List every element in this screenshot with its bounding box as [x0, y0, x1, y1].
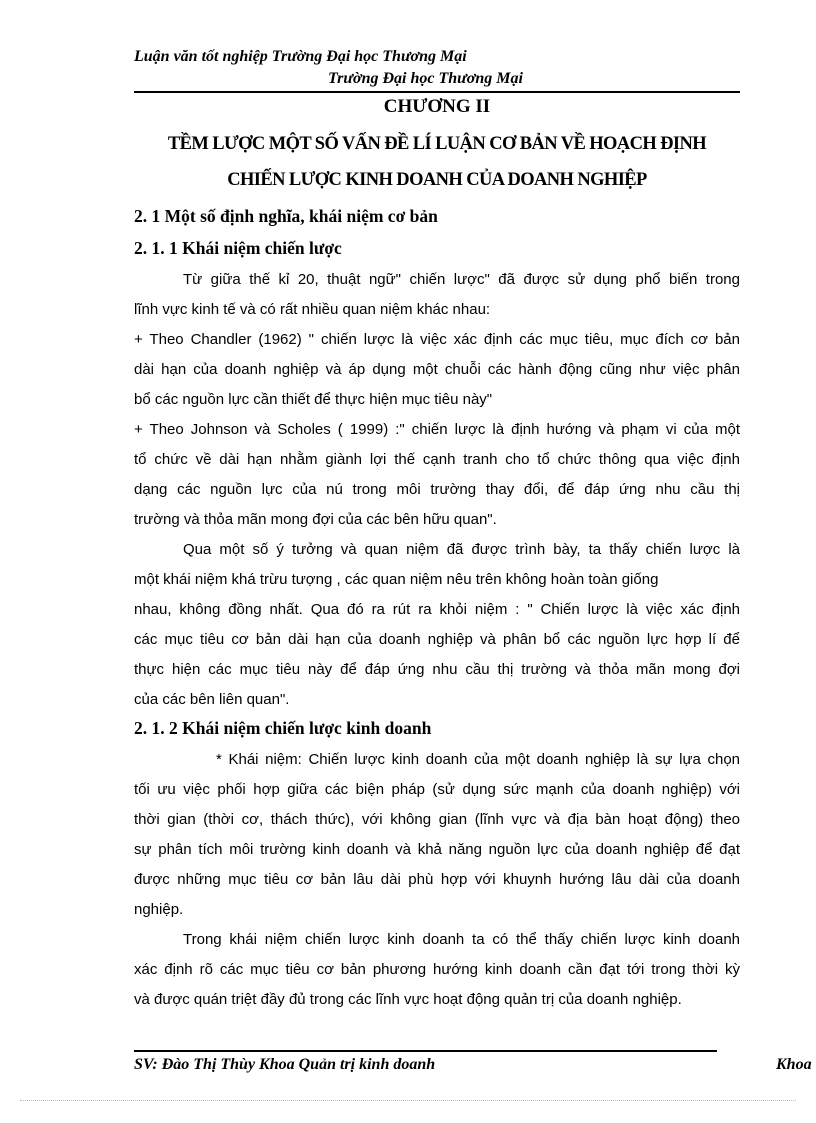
footer-faculty: Khoa [776, 1056, 812, 1073]
paragraph-line: Qua một số ý tưởng và quan niệm đã được trình bày, ta thấy chiến lược là [183, 541, 740, 558]
chapter-heading: CHƯƠNG II [383, 96, 491, 117]
paragraph-line: Trong khái niệm chiến lược kinh doanh ta có thể thấy chiến lược kinh doanh [183, 931, 740, 948]
paragraph-line: thời gian (thời cơ, thách thức), với không gian (lĩnh vực và địa bàn hoạt động) theo [134, 811, 740, 828]
paragraph-line: một khái niệm khá trừu tượng , các quan niệm nêu trên không hoàn toàn giống [134, 571, 659, 588]
paragraph-line: được những mục tiêu cơ bản lâu dài phù hợp với khuynh hướng lâu dài của doanh [134, 871, 740, 888]
paragraph-line: bổ các nguồn lực cần thiết để thực hiện mục tiêu này" [134, 391, 493, 408]
paragraph-line: và được quán triệt đầy đủ trong các lĩnh vực hoạt động quản trị của doanh nghiệp. [134, 991, 682, 1008]
running-header-school: Trường Đại học Thương Mại [328, 70, 523, 87]
paragraph-line: các mục tiêu cơ bản dài hạn của doanh nghiệp và phân bổ các nguồn lực hợp lí để [134, 631, 740, 648]
header-rule [134, 91, 740, 93]
paragraph-line: thực hiện các mục tiêu này để đáp ứng nhu cầu thị trường và thỏa mãn mong đợi [134, 661, 740, 678]
page-bottom-dotted-rule [20, 1100, 796, 1101]
paragraph-line: dài hạn của doanh nghiệp và áp dụng một chuỗi các hành động cũng như việc phân [134, 361, 740, 378]
footer-rule [134, 1050, 717, 1052]
section-heading-2-1: 2. 1 Một số định nghĩa, khái niệm cơ bản [134, 206, 438, 226]
paragraph-line: dạng các nguồn lực của nú trong môi trường thay đổi, để đáp ứng nhu cầu thị [134, 481, 740, 498]
footer-student: SV: Đào Thị Thùy Khoa Quản trị kinh doanh [134, 1056, 436, 1073]
paragraph-line: nghiệp. [134, 901, 184, 918]
running-header-title: Luận văn tốt nghiệp Trường Đại học Thương Mại [134, 48, 467, 65]
paragraph-line: sự phân tích môi trường kinh doanh và khả năng nguồn lực của doanh nghiệp để đạt [134, 841, 740, 858]
paragraph-line: trường và thỏa mãn mong đợi của các bên hữu quan". [134, 511, 497, 528]
paragraph-line: Từ giữa thế kỉ 20, thuật ngữ" chiến lược" đã được sử dụng phổ biến trong [183, 271, 740, 288]
section-heading-2-1-2: 2. 1. 2 Khái niệm chiến lược kinh doanh [134, 718, 432, 738]
paragraph-line: + Theo Chandler (1962) " chiến lược là việc xác định các mục tiêu, mục đích cơ bản [134, 331, 740, 348]
paragraph-line: * Khái niệm: Chiến lược kinh doanh của một doanh nghiệp là sự lựa chọn [216, 751, 740, 768]
section-heading-2-1-1: 2. 1. 1 Khái niệm chiến lược [134, 238, 342, 258]
paragraph-line: xác định rõ các mục tiêu cơ bản phương hướng kinh doanh cần đạt tới trong thời kỳ [134, 961, 740, 978]
paragraph-line: tổ chức về dài hạn nhằm giành lợi thế cạnh tranh cho tổ chức thông qua việc định [134, 451, 740, 468]
paragraph-line: + Theo Johnson và Scholes ( 1999) :" chiến lược là định hướng và phạm vi của một [134, 421, 740, 438]
paragraph-line: của các bên liên quan". [134, 691, 290, 708]
paragraph-line: lĩnh vực kinh tế và có rất nhiều quan niệm khác nhau: [134, 301, 491, 318]
paragraph-line: tối ưu việc phối hợp giữa các biện pháp (sử dụng sức mạnh của doanh nghiệp) với [134, 781, 740, 798]
chapter-title-line-2: CHIẾN LƯỢC KINH DOANH CỦA DOANH NGHIỆP [227, 170, 647, 190]
paragraph-line: nhau, không đồng nhất. Qua đó ra rút ra khỏi niệm : " Chiến lược là việc xác định [134, 601, 740, 618]
chapter-title-line-1: TỀM LƯỢC MỘT SỐ VẤN ĐỀ LÍ LUẬN CƠ BẢN VỀ HOẠCH ĐỊNH [167, 134, 707, 154]
